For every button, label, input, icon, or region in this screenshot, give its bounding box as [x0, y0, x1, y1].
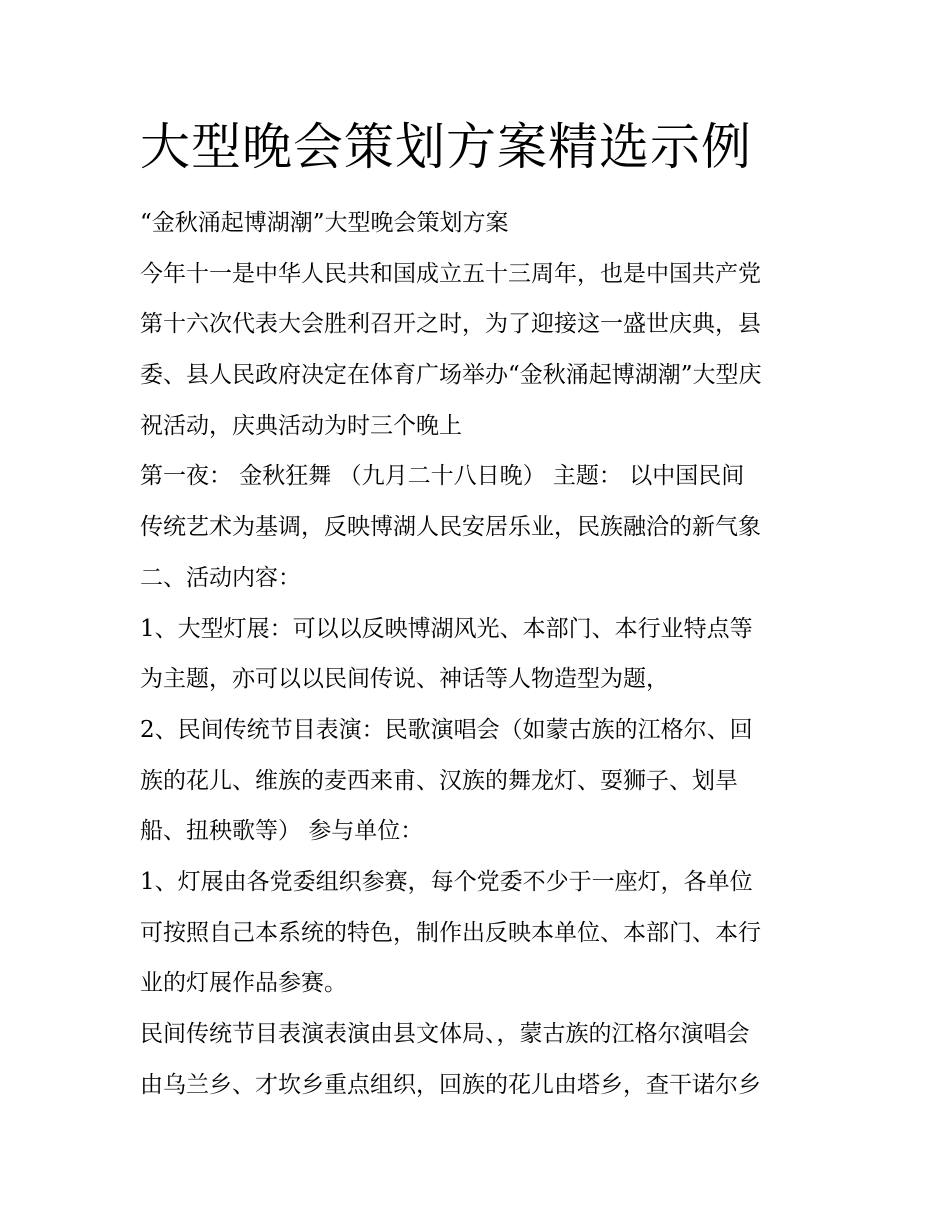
text-line: 可按照自己本系统的特色，制作出反映本单位、本部门、本行 — [140, 919, 761, 946]
text-line: 委、县人民政府决定在体育广场举办“金秋涌起博湖潮”大型庆 — [140, 362, 762, 389]
text-line: 第一夜： 金秋狂舞 （九月二十八日晚） 主题： 以中国民间 — [140, 463, 745, 490]
text-line: “金秋涌起博湖潮”大型晚会策划方案 — [140, 210, 509, 236]
text-line: 传统艺术为基调，反映博湖人民安居乐业，民族融洽的新气象 — [140, 514, 761, 541]
text-line: 1、大型灯展：可以以反映博湖风光、本部门、本行业特点等 — [140, 615, 753, 642]
text-line: 祝活动，庆典活动为时三个晚上 — [140, 412, 462, 439]
text-line: 为主题，亦可以以民间传说、神话等人物造型为题， — [140, 666, 669, 693]
document-body — [140, 198, 820, 1110]
text-line: 今年十一是中华人民共和国成立五十三周年，也是中国共产党 — [140, 260, 761, 287]
text-line: 族的花儿、维族的麦西来甫、汉族的舞龙灯、耍狮子、划旱 — [140, 767, 738, 794]
document-title: 大型晚会策划方案精选示例 — [140, 118, 752, 176]
text-line: 民间传统节目表演表演由县文体局、，蒙古族的江格尔演唱会 — [140, 1021, 750, 1047]
text-line: 二、活动内容： — [140, 564, 301, 591]
text-line: 船、扭秧歌等） 参与单位： — [140, 818, 424, 845]
text-line: 第十六次代表大会胜利召开之时，为了迎接这一盛世庆典，县 — [140, 311, 761, 338]
text-line: 1、灯展由各党委组织参赛，每个党委不少于一座灯，各单位 — [140, 868, 753, 895]
text-line: 由乌兰乡、才坎乡重点组织，回族的花儿由塔乡，查干诺尔乡 — [140, 1071, 761, 1098]
text-line: 业的灯展作品参赛。 — [140, 970, 347, 997]
text-line: 2、民间传统节目表演：民歌演唱会（如蒙古族的江格尔、回 — [140, 716, 753, 743]
